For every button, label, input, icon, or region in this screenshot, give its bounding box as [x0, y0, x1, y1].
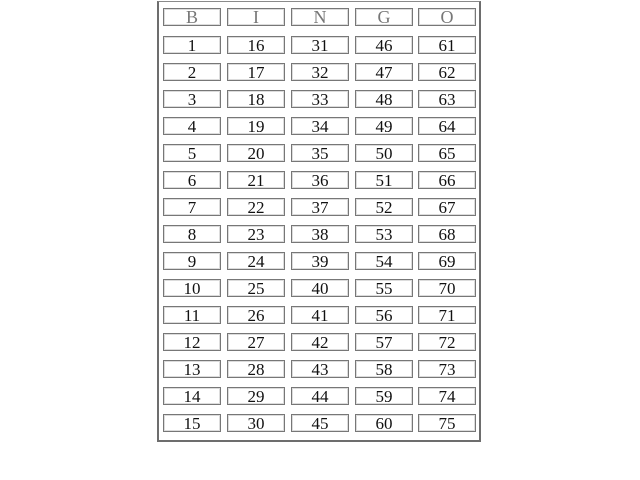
number-cell: 30 — [227, 414, 285, 432]
number-cell: 52 — [355, 198, 413, 216]
number-row — [159, 279, 479, 300]
number-cell: 36 — [291, 171, 349, 189]
number-cell: 69 — [418, 252, 476, 270]
number-cell: 37 — [291, 198, 349, 216]
number-cell: 45 — [291, 414, 349, 432]
number-cell: 71 — [418, 306, 476, 324]
number-cell: 3 — [163, 90, 221, 108]
number-cell: 74 — [418, 387, 476, 405]
number-row — [159, 198, 479, 219]
number-cell: 20 — [227, 144, 285, 162]
number-cell: 57 — [355, 333, 413, 351]
number-cell: 67 — [418, 198, 476, 216]
number-cell: 73 — [418, 360, 476, 378]
number-cell: 50 — [355, 144, 413, 162]
number-cell: 63 — [418, 90, 476, 108]
number-cell: 15 — [163, 414, 221, 432]
bingo-board — [157, 1, 481, 442]
number-cell: 31 — [291, 36, 349, 54]
number-cell: 70 — [418, 279, 476, 297]
number-cell: 51 — [355, 171, 413, 189]
number-cell: 32 — [291, 63, 349, 81]
number-cell: 43 — [291, 360, 349, 378]
number-row — [159, 414, 479, 435]
header-n: N — [291, 8, 349, 26]
header-b: B — [163, 8, 221, 26]
number-row — [159, 306, 479, 327]
number-cell: 64 — [418, 117, 476, 135]
number-cell: 5 — [163, 144, 221, 162]
number-cell: 47 — [355, 63, 413, 81]
bingo-header-row — [159, 8, 479, 29]
number-cell: 62 — [418, 63, 476, 81]
number-cell: 60 — [355, 414, 413, 432]
header-o: O — [418, 8, 476, 26]
number-cell: 40 — [291, 279, 349, 297]
number-cell: 2 — [163, 63, 221, 81]
number-cell: 28 — [227, 360, 285, 378]
number-cell: 46 — [355, 36, 413, 54]
number-cell: 21 — [227, 171, 285, 189]
number-cell: 44 — [291, 387, 349, 405]
number-cell: 61 — [418, 36, 476, 54]
number-row — [159, 387, 479, 408]
number-row — [159, 144, 479, 165]
number-cell: 29 — [227, 387, 285, 405]
number-cell: 24 — [227, 252, 285, 270]
number-cell: 75 — [418, 414, 476, 432]
number-cell: 26 — [227, 306, 285, 324]
number-row — [159, 63, 479, 84]
number-cell: 6 — [163, 171, 221, 189]
number-cell: 22 — [227, 198, 285, 216]
number-cell: 58 — [355, 360, 413, 378]
number-cell: 42 — [291, 333, 349, 351]
number-cell: 34 — [291, 117, 349, 135]
number-row — [159, 171, 479, 192]
number-cell: 48 — [355, 90, 413, 108]
number-cell: 41 — [291, 306, 349, 324]
number-cell: 11 — [163, 306, 221, 324]
number-cell: 56 — [355, 306, 413, 324]
number-cell: 68 — [418, 225, 476, 243]
number-cell: 55 — [355, 279, 413, 297]
number-row — [159, 333, 479, 354]
number-row — [159, 117, 479, 138]
number-cell: 14 — [163, 387, 221, 405]
number-cell: 1 — [163, 36, 221, 54]
number-row — [159, 90, 479, 111]
header-i: I — [227, 8, 285, 26]
number-cell: 39 — [291, 252, 349, 270]
number-cell: 35 — [291, 144, 349, 162]
number-cell: 59 — [355, 387, 413, 405]
number-cell: 25 — [227, 279, 285, 297]
number-cell: 9 — [163, 252, 221, 270]
number-cell: 49 — [355, 117, 413, 135]
number-cell: 54 — [355, 252, 413, 270]
number-row — [159, 225, 479, 246]
number-cell: 18 — [227, 90, 285, 108]
number-cell: 33 — [291, 90, 349, 108]
number-cell: 66 — [418, 171, 476, 189]
number-cell: 17 — [227, 63, 285, 81]
number-cell: 23 — [227, 225, 285, 243]
number-cell: 10 — [163, 279, 221, 297]
number-row — [159, 36, 479, 57]
number-cell: 4 — [163, 117, 221, 135]
number-row — [159, 252, 479, 273]
number-row — [159, 360, 479, 381]
number-cell: 16 — [227, 36, 285, 54]
number-cell: 27 — [227, 333, 285, 351]
number-cell: 12 — [163, 333, 221, 351]
number-cell: 7 — [163, 198, 221, 216]
header-g: G — [355, 8, 413, 26]
number-cell: 19 — [227, 117, 285, 135]
number-cell: 72 — [418, 333, 476, 351]
number-cell: 65 — [418, 144, 476, 162]
number-cell: 13 — [163, 360, 221, 378]
number-cell: 8 — [163, 225, 221, 243]
number-cell: 53 — [355, 225, 413, 243]
number-cell: 38 — [291, 225, 349, 243]
